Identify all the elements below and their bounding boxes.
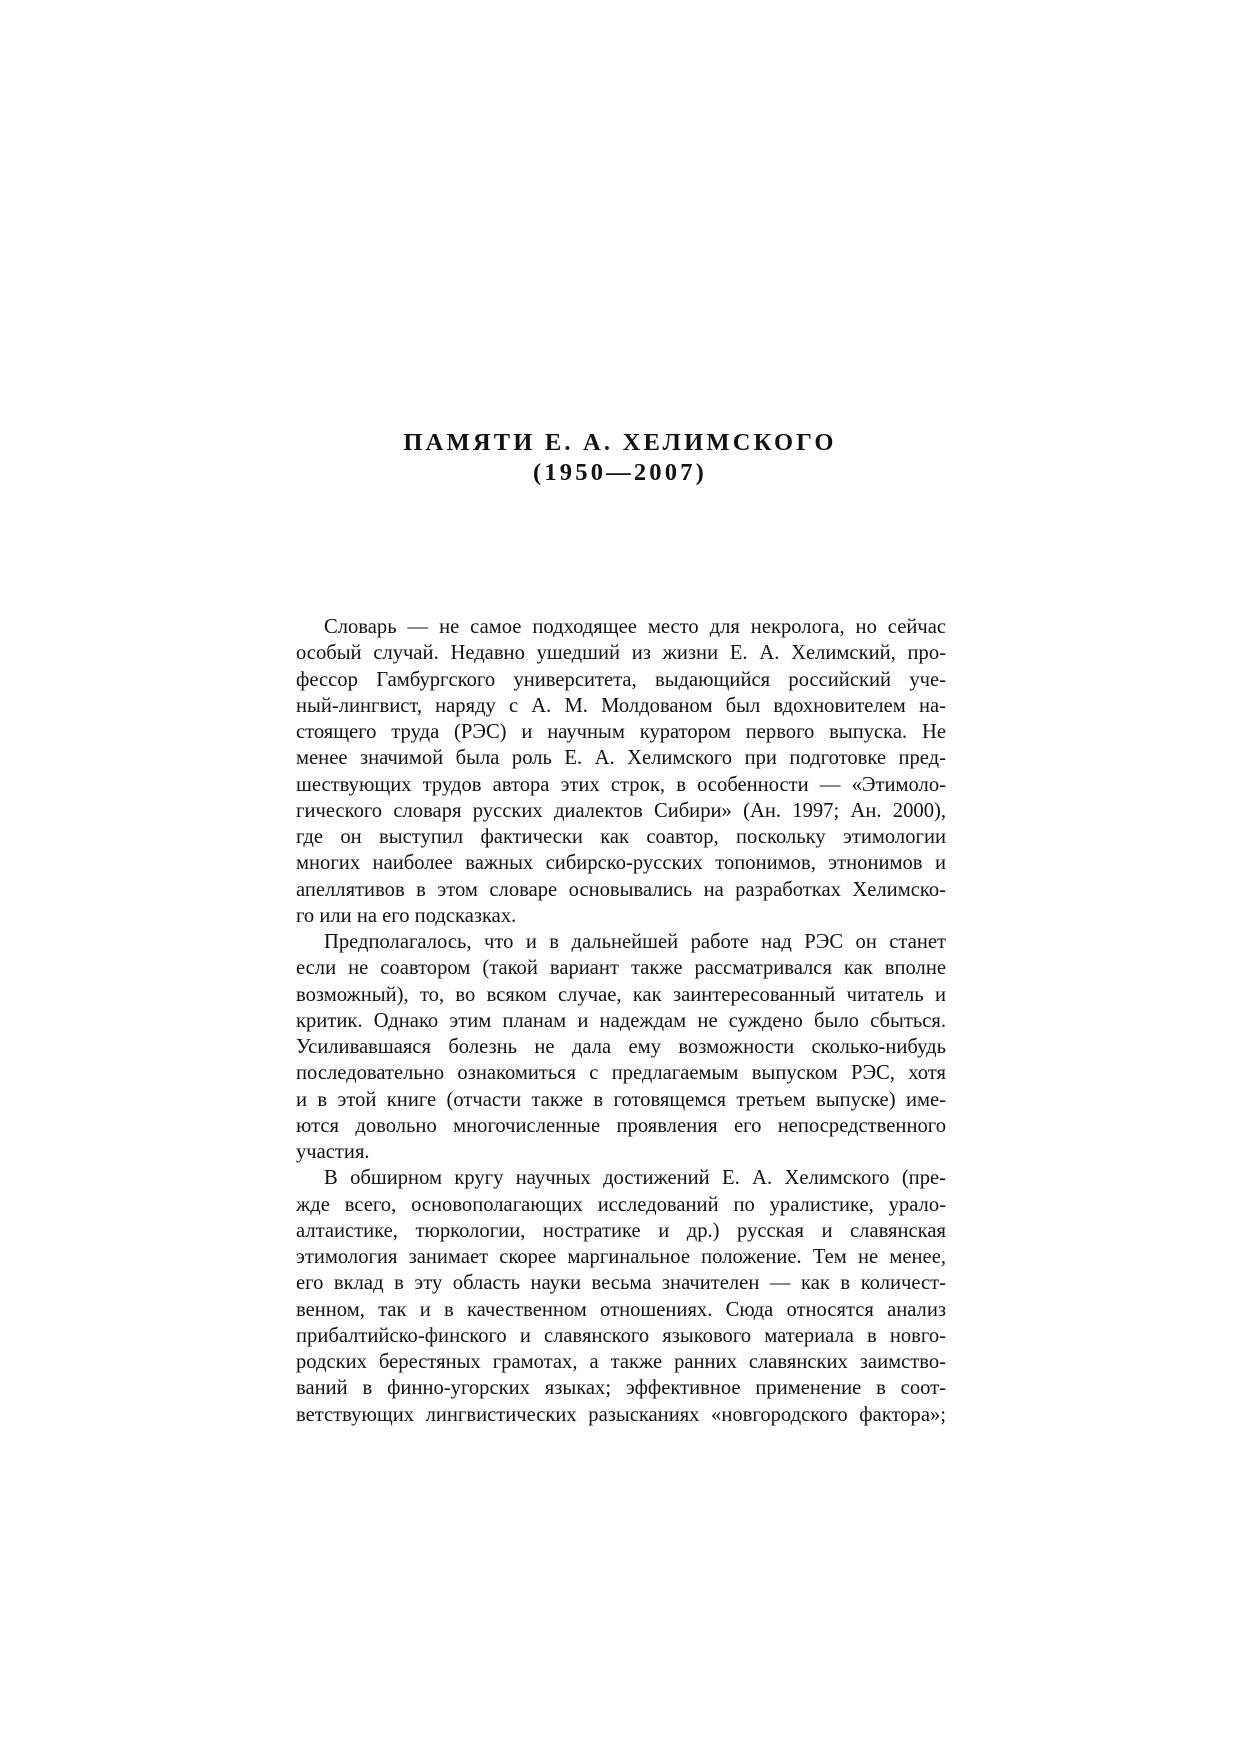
heading xyxy=(0,428,1240,488)
text-line: ваний в финно-угорских языках; эффективное применение в соот- xyxy=(296,1377,946,1400)
text-line: Усиливавшаяся болезнь не дала ему возможности сколько-нибудь xyxy=(296,1036,946,1058)
text-line: где он выступил фактически как соавтор, поскольку этимологии xyxy=(296,826,946,848)
text-line: венном, так и в качественном отношениях. Сюда относятся анализ xyxy=(296,1298,946,1321)
text-line: возможный), то, во всяком случае, как заинтересованный читатель и xyxy=(296,983,946,1006)
text-line: Предполагалось, что и в дальнейшей работе над РЭС он станет xyxy=(324,931,946,953)
text-line: ются довольно многочисленные проявления его непосредственного xyxy=(296,1114,946,1137)
text-line: участия. xyxy=(296,1141,370,1163)
text-line: критик. Однако этим планам и надеждам не суждено было сбыться. xyxy=(296,1009,946,1032)
text-line: Словарь — не самое подходящее место для некролога, но сейчас xyxy=(324,616,946,638)
text-line: алтаистике, тюркологии, ностратике и др.) русская и славянская xyxy=(296,1219,946,1242)
text-line: многих наиболее важных сибирско-русских топонимов, этнонимов и xyxy=(296,852,946,875)
text-line: последовательно ознакомиться с предлагаемым выпуском РЭС, хотя xyxy=(296,1062,946,1085)
text-line: апеллятивов в этом словаре основывались на разработках Хелимско- xyxy=(296,878,946,901)
text-line: ветствующих лингвистических разысканиях «новгородского фактора»; xyxy=(296,1403,946,1426)
text-line: ный-лингвист, наряду с А. М. Молдованом был вдохновителем на- xyxy=(296,694,946,717)
body-text xyxy=(296,614,946,1428)
text-line: фессор Гамбургского университета, выдающийся российский уче- xyxy=(296,668,946,691)
heading-years: (1950—2007) xyxy=(532,459,708,486)
text-line: и в этой книге (отчасти также в готовящемся третьем выпуске) име- xyxy=(296,1088,946,1111)
text-line: особый случай. Недавно ушедший из жизни Е. А. Хелимский, про- xyxy=(296,642,946,665)
text-line: го или на его подсказках. xyxy=(296,904,517,927)
text-line: его вклад в эту область науки весьма значителен — как в количест- xyxy=(296,1272,946,1295)
text-line: В обширном кругу научных достижений Е. А. Хелимского (пре- xyxy=(324,1167,946,1190)
text-line: жде всего, основополагающих исследований по уралистике, урало- xyxy=(296,1193,946,1216)
text-line: если не соавтором (такой вариант также рассматривался как вполне xyxy=(296,957,946,980)
text-line: прибалтийско-финского и славянского языкового материала в новго- xyxy=(296,1324,946,1347)
text-line: родских берестяных грамотах, а также ранних славянских заимство- xyxy=(296,1351,946,1373)
text-line: стоящего труда (РЭС) и научным куратором первого выпуска. Не xyxy=(296,721,946,743)
text-line: менее значимой была роль Е. А. Хелимского при подготовке пред- xyxy=(296,747,946,770)
text-line: гического словаря русских диалектов Сибири» (Ан. 1997; Ан. 2000), xyxy=(296,799,946,822)
text-line: шествующих трудов автора этих строк, в особенности — «Этимоло- xyxy=(296,773,946,796)
heading-title: ПАМЯТИ Е. А. ХЕЛИМСКОГО xyxy=(403,429,837,456)
text-line: этимология занимает скорее маргинальное положение. Тем не менее, xyxy=(296,1246,946,1268)
